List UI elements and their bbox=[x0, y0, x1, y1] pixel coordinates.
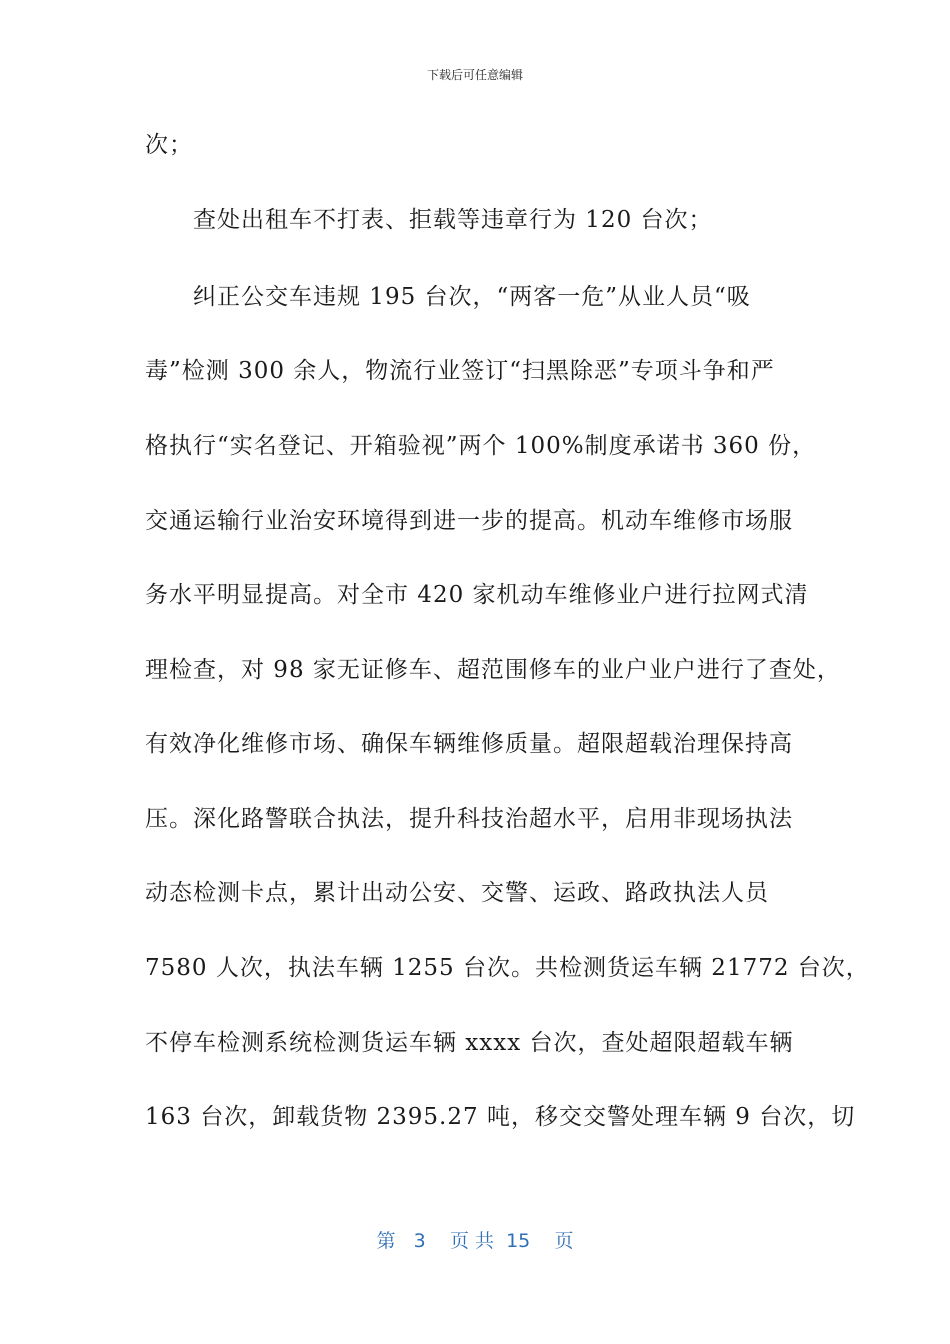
header-note: 下载后可任意编辑 bbox=[426, 68, 523, 82]
footer-label-of: 页 共 bbox=[449, 1230, 494, 1252]
body-line-6: 交通运输行业治安环境得到进一步的提高。机动车维修市场服 bbox=[145, 508, 793, 534]
body-line-2: 查处出租车不打表、拒载等违章行为 120 台次； bbox=[193, 207, 713, 233]
footer-current-page: 3 bbox=[413, 1230, 426, 1252]
body-line-4: 毒”检测 300 余人，物流行业签订“扫黑除恶”专项斗争和严 bbox=[145, 358, 775, 384]
footer-label-pages: 页 bbox=[554, 1230, 574, 1252]
body-line-1: 次； bbox=[145, 132, 193, 158]
footer-total-pages: 15 bbox=[506, 1230, 531, 1252]
body-line-10: 压。深化路警联合执法，提升科技治超水平，启用非现场执法 bbox=[145, 806, 793, 832]
body-line-3: 纠正公交车违规 195 台次，“两客一危”从业人员“吸 bbox=[193, 284, 751, 310]
body-line-11: 动态检测卡点，累计出动公安、交警、运政、路政执法人员 bbox=[145, 880, 769, 906]
body-line-7: 务水平明显提高。对全市 420 家机动车维修业户进行拉网式清 bbox=[145, 582, 809, 608]
body-line-14: 163 台次，卸载货物 2395.27 吨，移交交警处理车辆 9 台次，切 bbox=[145, 1104, 856, 1130]
footer-label-page: 第 bbox=[376, 1230, 396, 1252]
body-line-13: 不停车检测系统检测货运车辆 xxxx 台次，查处超限超载车辆 bbox=[145, 1030, 794, 1056]
body-line-8: 理检查，对 98 家无证修车、超范围修车的业户业户进行了查处， bbox=[145, 657, 841, 683]
body-line-12: 7580 人次，执法车辆 1255 台次。共检测货运车辆 21772 台次， bbox=[145, 955, 870, 981]
body-line-5: 格执行“实名登记、开箱验视”两个 100%制度承诺书 360 份， bbox=[145, 433, 817, 459]
page-footer bbox=[0, 1226, 950, 1253]
body-line-9: 有效净化维修市场、确保车辆维修质量。超限超载治理保持高 bbox=[145, 731, 793, 757]
